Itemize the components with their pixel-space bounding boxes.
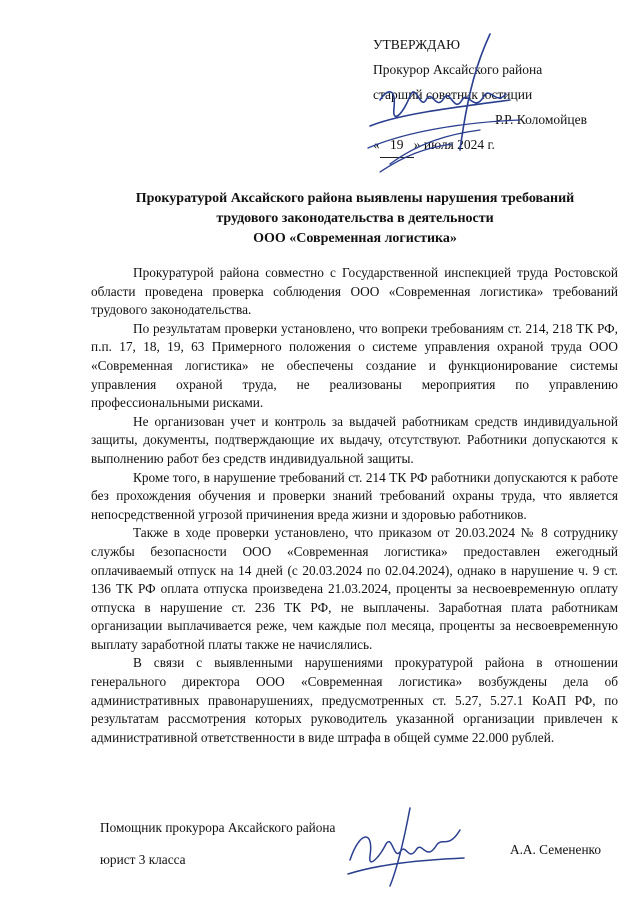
heading-line-3: ООО «Современная логистика» xyxy=(253,231,457,246)
signatory-name: А.А. Семененко xyxy=(510,842,601,857)
paragraph-2: По результатам проверки установлено, что вопреки требованиям ст. 214, 218 ТК РФ, п.п. 17, 18, 19, 63 Примерного положения о системе управления охраной труда ООО «Современная логистика» не обеспечены создание и функционирование системы управления охраной труда, не реализованы мероприятия по управлению профессиональными рисками. xyxy=(91,320,618,411)
paragraph-3: Не организован учет и контроль за выдачей работникам средств индивидуальной защиты, документы, подтверждающие их выдачу, отсутствуют. Работники допускаются к выполнению работ без средств индивидуальной защиты. xyxy=(91,413,618,466)
approval-date-day: 19 xyxy=(380,132,414,158)
signatory-position: Помощник прокурора Аксайского района xyxy=(100,820,336,835)
assistant-signature xyxy=(340,800,470,890)
approval-rank: старший советник юстиции xyxy=(373,87,533,102)
paragraph-4: Кроме того, в нарушение требований ст. 214 ТК РФ работники допускаются к работе без прохождения обучения и проверки знаний требований охраны труда, что является непосредственной угрозой причинения вреда жизни и здоровью работников. xyxy=(91,469,618,522)
document-heading xyxy=(90,189,620,249)
approval-position: Прокурор Аксайского района xyxy=(373,62,543,77)
paragraph-5: Также в ходе проверки установлено, что приказом от 20.03.2024 № 8 сотруднику службы безопасности ООО «Современная логистика» предоставлен ежегодный оплачиваемый отпуск на 14 дней (с 20.03.2024 по 02.04.2024), однако в нарушение ч. 9 ст. 136 ТК РФ оплата отпуска произведена 21.03.2024, проценты за несвоевременную оплату отпуска в нарушение ст. 236 ТК РФ, не выплачены. Заработная плата работникам организации выплачивается реже, чем каждые пол месяца, проценты за несвоевременную выплату заработной платы также не начислялись. xyxy=(91,525,618,652)
approval-title: УТВЕРЖДАЮ xyxy=(373,37,461,52)
heading-line-2: трудового законодательства в деятельности xyxy=(216,211,494,226)
approval-name: Р.Р. Коломойцев xyxy=(494,112,587,127)
approval-date: « 19 » июля 2024 г. xyxy=(373,132,623,158)
paragraph-6: В связи с выявленными нарушениями прокуратурой района в отношении генерального директора ООО «Современная логистика» возбуждены дела об административных правонарушениях, предусмотренных ст. 5.27, 5.27.1 КоАП РФ, по результатам рассмотрения которых руководитель указанной организации привлечен к административной ответственности в виде штрафа в общей сумме 22.000 рублей. xyxy=(91,655,618,745)
heading-line-1: Прокуратурой Аксайского района выявлены нарушения требований xyxy=(135,191,575,206)
prosecutor-signature xyxy=(360,30,530,180)
document-body xyxy=(91,264,618,747)
signatory-rank: юрист 3 класса xyxy=(100,852,186,867)
paragraph-1: Прокуратурой района совместно с Государственной инспекцией труда Ростовской области проведена проверка соблюдения ООО «Современная логистика» требований трудового законодательства. xyxy=(91,265,618,318)
